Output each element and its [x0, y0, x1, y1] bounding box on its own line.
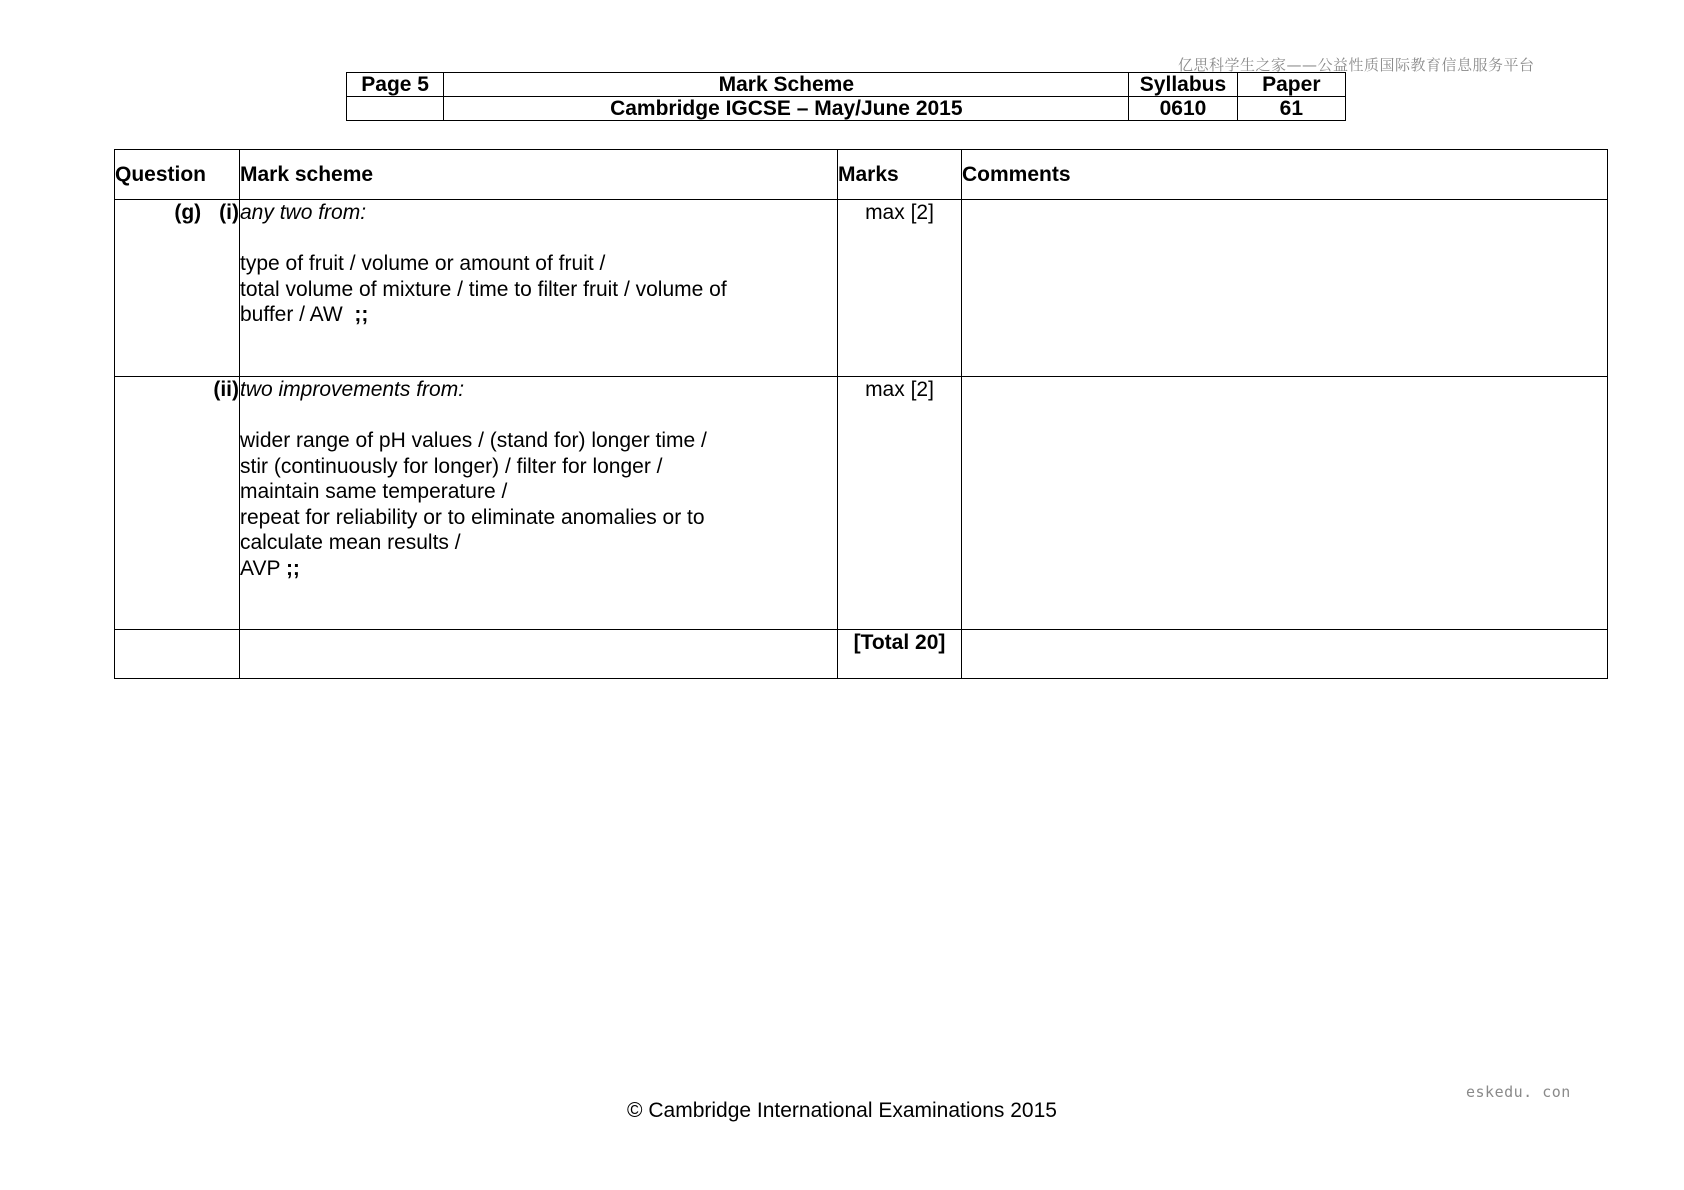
empty-cell [115, 630, 240, 679]
mark-scheme-intro: any two from: [240, 201, 367, 224]
header-table [346, 72, 1346, 121]
mark-scheme-line: AVP ;; [240, 556, 300, 580]
watermark-bottom: eskedu. con [1466, 1083, 1571, 1101]
mark-scheme-line: maintain same temperature / [240, 480, 508, 503]
empty-cell [240, 630, 838, 679]
mark-scheme-intro: two improvements from: [240, 378, 465, 401]
paper-label: Paper [1237, 73, 1345, 97]
marks-cell: max [2] [838, 200, 962, 377]
column-marks: Marks [838, 150, 962, 200]
tick-marks: ;; [354, 303, 369, 326]
mark-scheme-line: total volume of mixture / time to filter fruit / volume of [240, 277, 727, 301]
comments-cell [962, 377, 1608, 630]
question-sub: (ii) [213, 378, 239, 401]
page-number: Page 5 [347, 73, 444, 97]
syllabus-label: Syllabus [1129, 73, 1237, 97]
tick-marks: ;; [285, 556, 300, 580]
table-header-row [115, 150, 1608, 200]
page-blank [347, 97, 444, 121]
question-number [115, 377, 240, 630]
empty-cell [962, 630, 1608, 679]
document-title: Mark Scheme [444, 73, 1129, 97]
document-subtitle: Cambridge IGCSE – May/June 2015 [444, 97, 1129, 121]
mark-scheme-line: type of fruit / volume or amount of fruit / [240, 252, 606, 275]
mark-scheme-line: wider range of pH values / (stand for) longer time / [240, 429, 707, 452]
comments-cell [962, 200, 1608, 377]
total-row [115, 630, 1608, 679]
total-marks: [Total 20] [838, 630, 962, 679]
watermark-top: 亿思科学生之家——公益性质国际教育信息服务平台 [1178, 56, 1535, 74]
question-sub: (i) [219, 201, 239, 224]
table-row [115, 377, 1608, 630]
mark-scheme-line: repeat for reliability or to eliminate anomalies or to [240, 505, 705, 529]
question-number [115, 200, 240, 377]
mark-scheme-cell [240, 377, 838, 630]
marks-cell: max [2] [838, 377, 962, 630]
column-mark-scheme: Mark scheme [240, 150, 838, 200]
mark-scheme-table [114, 149, 1608, 679]
column-question: Question [115, 150, 240, 200]
question-part: (g) [174, 201, 202, 224]
table-row [115, 200, 1608, 377]
mark-scheme-line: buffer / AW ;; [240, 303, 369, 326]
paper-number: 61 [1237, 97, 1345, 121]
mark-scheme-cell [240, 200, 838, 377]
copyright-footer: © Cambridge International Examinations 2015 [627, 1099, 1057, 1122]
column-comments: Comments [962, 150, 1608, 200]
syllabus-code: 0610 [1129, 97, 1237, 121]
mark-scheme-line: stir (continuously for longer) / filter for longer / [240, 454, 663, 478]
mark-scheme-line: calculate mean results / [240, 531, 461, 554]
